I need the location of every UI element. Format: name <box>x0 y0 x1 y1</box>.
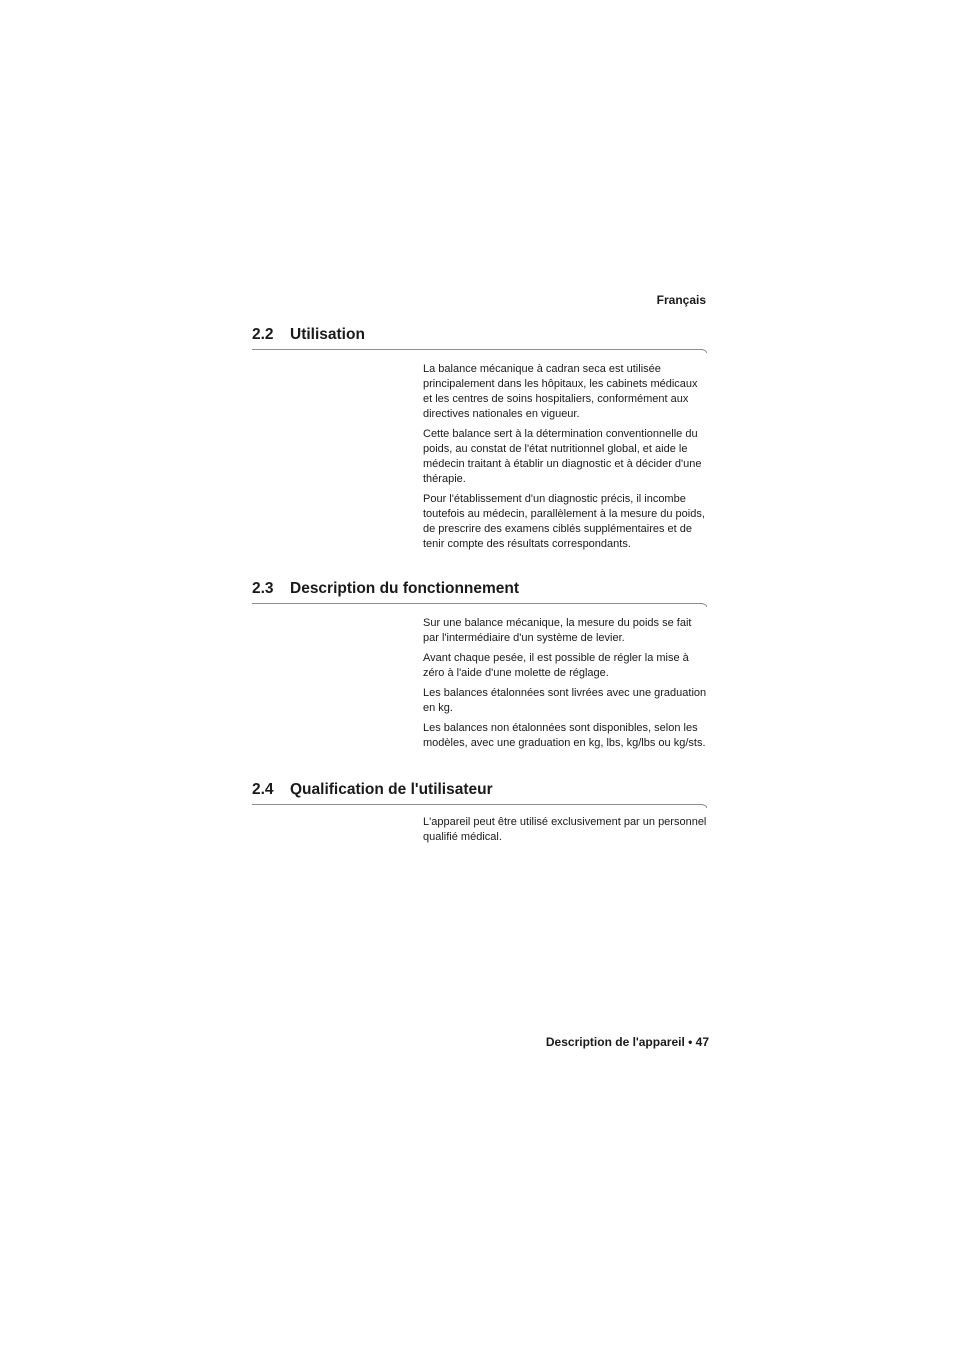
paragraph: Avant chaque pesée, il est possible de régler la mise à zéro à l'aide d'une molette de réglage. <box>423 652 689 679</box>
section-title: Utilisation <box>290 326 365 343</box>
section-utilisation <box>252 326 707 557</box>
section-qualification-utilisateur <box>252 781 707 850</box>
section-heading <box>252 326 707 352</box>
paragraph: Les balances étalonnées sont livrées avec une graduation en kg. <box>423 687 707 714</box>
paragraph: Les balances non étalonnées sont disponibles, selon les modèles, avec une graduation en kg, lbs, kg/lbs ou kg/sts. <box>423 722 706 749</box>
section-number: 2.3 <box>252 580 274 597</box>
section-body <box>423 606 709 751</box>
section-body <box>423 352 709 552</box>
section-number: 2.4 <box>252 781 274 798</box>
section-body <box>423 807 709 845</box>
section-title: Description du fonctionnement <box>290 580 520 597</box>
section-rule <box>252 799 707 808</box>
section-rule <box>252 344 707 353</box>
paragraph: Pour l'établissement d'un diagnostic précis, il incombe toutefois au médecin, parallèlement à la mesure du poids, de prescrire des examens ciblés supplémentaires et de tenir compte des résultats correspondants. <box>423 493 705 550</box>
section-rule <box>252 598 707 607</box>
section-description-fonctionnement <box>252 580 707 756</box>
paragraph: Sur une balance mécanique, la mesure du poids se fait par l'intermédiaire d'un système de levier. <box>423 617 692 644</box>
page-footer: Description de l'appareil • 47 <box>545 1035 709 1049</box>
paragraph: L'appareil peut être utilisé exclusivement par un personnel qualifié médical. <box>423 816 707 843</box>
paragraph: Cette balance sert à la détermination conventionnelle du poids, au constat de l'état nutritionnel global, et aide le médecin traitant à établir un diagnostic et à décider d'une thérapie. <box>423 428 702 485</box>
paragraph: La balance mécanique à cadran seca est utilisée principalement dans les hôpitaux, les cabinets médicaux et les centres de soins hospitaliers, conformément aux directives nationales en vigueur. <box>423 363 698 420</box>
section-title: Qualification de l'utilisateur <box>290 781 493 798</box>
section-heading <box>252 781 707 807</box>
page-language-label: Français <box>656 293 706 307</box>
section-heading <box>252 580 707 606</box>
section-number: 2.2 <box>252 326 274 343</box>
